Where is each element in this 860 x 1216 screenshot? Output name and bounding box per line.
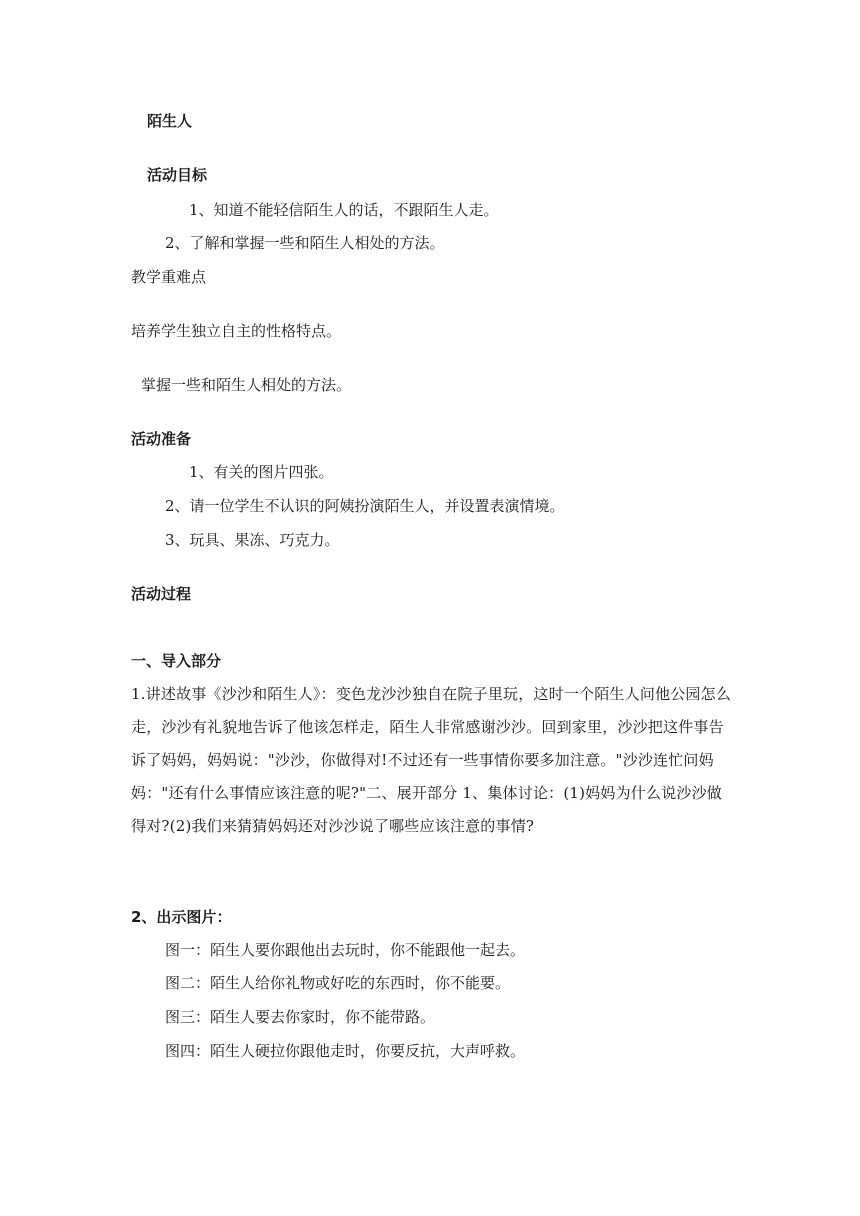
key-points-heading: 教学重难点: [131, 268, 207, 286]
preparation-item: 1、有关的图片四张。: [189, 463, 334, 481]
key-point-item: 掌握一些和陌生人相处的方法。: [141, 376, 352, 394]
picture-item: 图一：陌生人要你跟他出去玩时，你不能跟他一起去。: [165, 941, 526, 959]
picture-item: 图三：陌生人要去你家时，你不能带路。: [165, 1008, 436, 1026]
goal-item: 2、了解和掌握一些和陌生人相处的方法。: [165, 234, 445, 252]
intro-heading: 一、导入部分: [131, 652, 222, 670]
preparation-item: 2、请一位学生不认识的阿姨扮演陌生人，并设置表演情境。: [165, 497, 565, 515]
picture-item: 图二：陌生人给你礼物或好吃的东西时，你不能要。: [165, 974, 511, 992]
picture-item: 图四：陌生人硬拉你跟他走时，你要反抗，大声呼救。: [165, 1042, 526, 1060]
process-heading: 活动过程: [131, 585, 192, 603]
preparation-item: 3、玩具、果冻、巧克力。: [165, 531, 340, 549]
goals-heading: 活动目标: [147, 166, 208, 184]
goal-item: 1、知道不能轻信陌生人的话，不跟陌生人走。: [189, 201, 499, 219]
story-paragraph: 1.讲述故事《沙沙和陌生人》：变色龙沙沙独自在院子里玩，这时一个陌生人问他公园怎么走，沙沙有礼貌地告诉了他该怎样走，陌生人非常感谢沙沙。回到家里，沙沙把这件事告诉了妈妈，妈妈说："沙沙，你做得对!不过还有一些事情你要多加注意。"沙沙连忙问妈妈："还有什么事情应该注意的呢?"二、展开部分 1、集体讨论：(1)妈妈为什么说沙沙做得对?(2)我们来猜猜妈妈还对沙沙说了哪些应该注意的事情?: [131, 685, 732, 835]
pictures-heading: 2、出示图片：: [131, 908, 232, 926]
preparation-heading: 活动准备: [131, 430, 192, 448]
document-title: 陌生人: [147, 112, 193, 130]
key-point-item: 培养学生独立自主的性格特点。: [131, 322, 342, 340]
